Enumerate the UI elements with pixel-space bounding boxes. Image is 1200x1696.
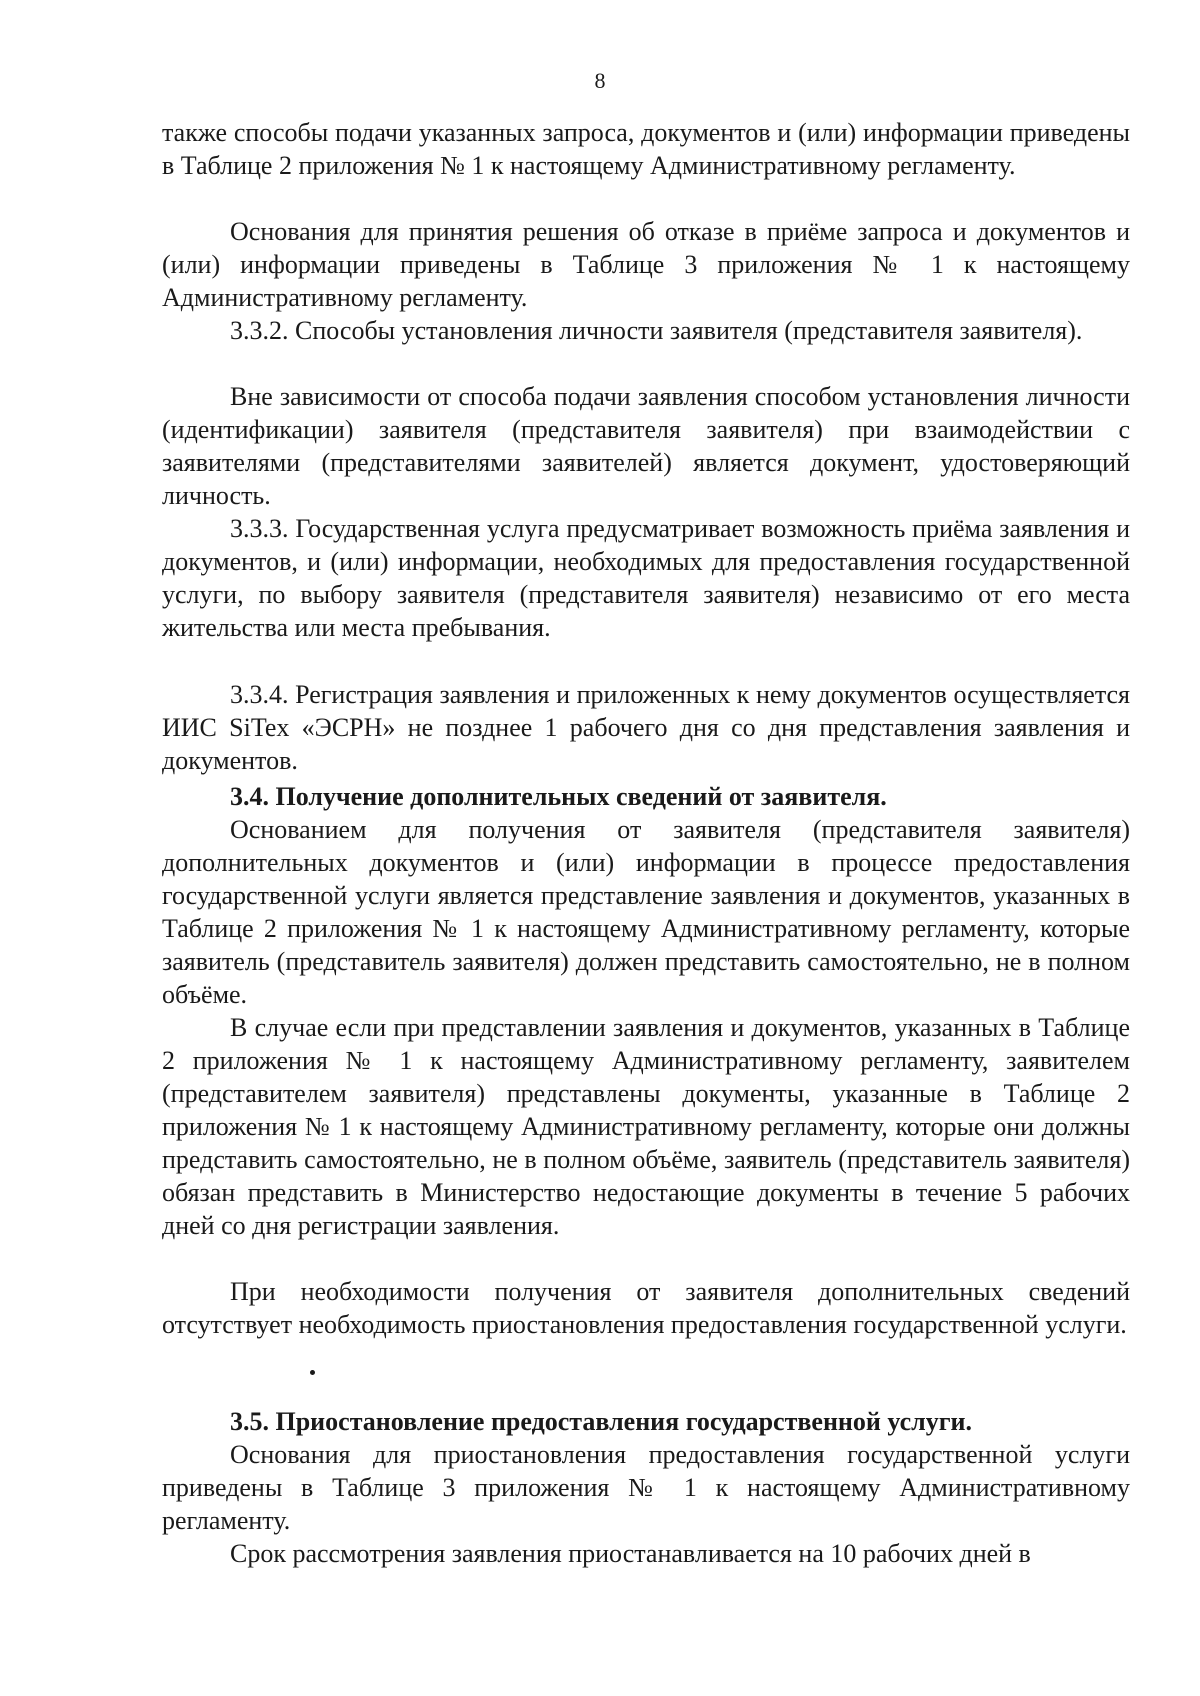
paragraph-3-3-4: 3.3.4. Регистрация заявления и приложенных к нему документов осуществляется ИИС SiTex «ЭСРН» не позднее 1 рабочего дня со дня представления заявления и документов.: [162, 680, 1130, 775]
paragraph-submission-methods: также способы подачи указанных запроса, документов и (или) информации приведены в Таблице 2 приложения № 1 к настоящему Административному регламенту.: [162, 118, 1130, 180]
paragraph-additional-info-grounds: Основанием для получения от заявителя (представителя заявителя) дополнительных документов и (или) информации в процессе предоставления государственной услуги является представление заявления и документов, указанных в Таблице 2 приложения № 1 к настоящему Административному регламенту, которые заявитель (представитель заявителя) должен представить самостоятельно, не в полном объёме.: [162, 815, 1130, 1009]
page-number: 8: [594, 68, 606, 93]
section-heading-3-5: 3.5. Приостановление предоставления государственной услуги.: [230, 1407, 973, 1436]
paragraph-no-suspension-needed: При необходимости получения от заявителя дополнительных сведений отсутствует необходимость приостановления предоставления государственной услуги.: [162, 1277, 1130, 1339]
paragraph-3-3-3: 3.3.3. Государственная услуга предусматривает возможность приёма заявления и документов, и (или) информации, необходимых для предоставления государственной услуги, по выбору заявителя (представителя заявителя) независимо от его места жительства или места пребывания.: [162, 514, 1130, 642]
paragraph-incomplete-documents: В случае если при представлении заявления и документов, указанных в Таблице 2 приложения № 1 к настоящему Административному регламенту, заявителем (представителем заявителя) представлены документы, указанные в Таблице 2 приложения № 1 к настоящему Административному регламенту, которые они должны представить самостоятельно, не в полном объёме, заявитель (представитель заявителя) обязан представить в Министерство недостающие документы в течение 5 рабочих дней со дня регистрации заявления.: [162, 1013, 1130, 1240]
paragraph-identity-establishment: Вне зависимости от способа подачи заявления способом установления личности (идентификации) заявителя (представителя заявителя) при взаимодействии с заявителями (представителями заявителей) является документ, удостоверяющий личность.: [162, 382, 1130, 510]
paragraph-refusal-grounds: Основания для принятия решения об отказе в приёме запроса и документов и (или) информации приведены в Таблице 3 приложения № 1 к настоящему Административному регламенту.: [162, 217, 1130, 312]
section-heading-3-4: 3.4. Получение дополнительных сведений от заявителя.: [230, 782, 887, 811]
paragraph-3-3-2-heading: 3.3.2. Способы установления личности заявителя (представителя заявителя).: [230, 316, 1083, 345]
paragraph-suspension-grounds: Основания для приостановления предоставления государственной услуги приведены в Таблице 3 приложения № 1 к настоящему Административному регламенту.: [162, 1440, 1130, 1535]
stray-dot-mark: [310, 1370, 315, 1375]
paragraph-suspension-term: Срок рассмотрения заявления приостанавливается на 10 рабочих дней в: [230, 1539, 1031, 1568]
